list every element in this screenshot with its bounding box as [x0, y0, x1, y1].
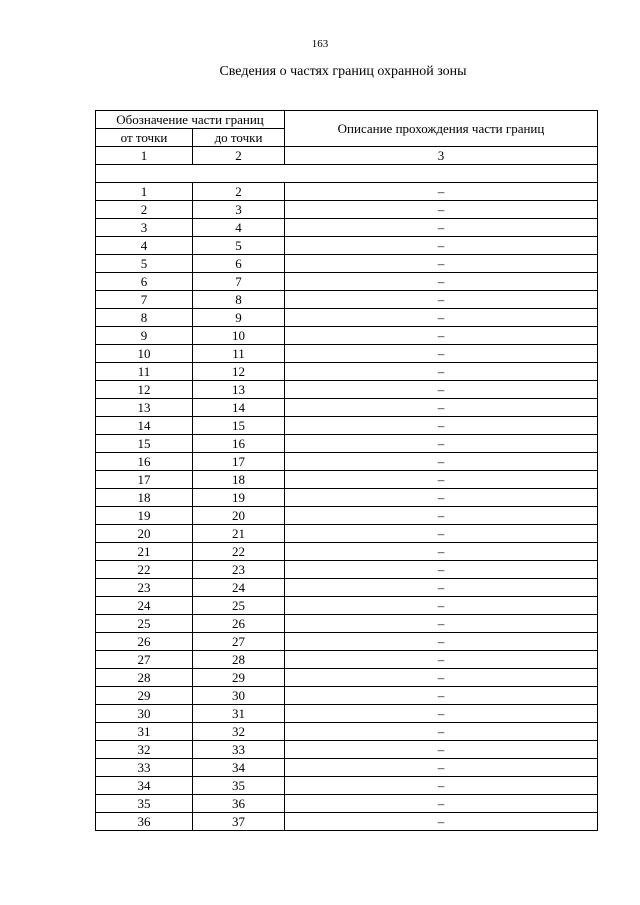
table-row	[96, 471, 598, 489]
table-row	[96, 453, 598, 471]
to-point-cell: 30	[193, 687, 285, 705]
description-cell: –	[285, 273, 598, 291]
description-cell: –	[285, 813, 598, 831]
table-row	[96, 723, 598, 741]
from-point-cell: 10	[96, 345, 193, 363]
from-point-cell: 20	[96, 525, 193, 543]
from-point-cell: 8	[96, 309, 193, 327]
table-row	[96, 741, 598, 759]
from-point-cell: 2	[96, 201, 193, 219]
table-row	[96, 525, 598, 543]
from-point-cell: 4	[96, 237, 193, 255]
description-cell: –	[285, 705, 598, 723]
from-point-cell: 21	[96, 543, 193, 561]
table-row	[96, 597, 598, 615]
description-cell: –	[285, 687, 598, 705]
to-point-cell: 31	[193, 705, 285, 723]
header-from-point: от точки	[96, 129, 193, 147]
description-cell: –	[285, 183, 598, 201]
to-point-cell: 2	[193, 183, 285, 201]
description-cell: –	[285, 651, 598, 669]
to-point-cell: 32	[193, 723, 285, 741]
description-cell: –	[285, 525, 598, 543]
header-boundary-designation: Обозначение части границ	[96, 111, 285, 129]
description-cell: –	[285, 453, 598, 471]
header-boundary-description: Описание прохождения части границ	[285, 111, 598, 147]
column-number-3: 3	[285, 147, 598, 165]
description-cell: –	[285, 237, 598, 255]
from-point-cell: 30	[96, 705, 193, 723]
from-point-cell: 24	[96, 597, 193, 615]
to-point-cell: 26	[193, 615, 285, 633]
description-cell: –	[285, 615, 598, 633]
from-point-cell: 6	[96, 273, 193, 291]
to-point-cell: 25	[193, 597, 285, 615]
to-point-cell: 16	[193, 435, 285, 453]
table-row	[96, 417, 598, 435]
description-cell: –	[285, 381, 598, 399]
description-cell: –	[285, 489, 598, 507]
table-row	[96, 795, 598, 813]
description-cell: –	[285, 417, 598, 435]
table-row	[96, 777, 598, 795]
to-point-cell: 24	[193, 579, 285, 597]
to-point-cell: 36	[193, 795, 285, 813]
table-row	[96, 345, 598, 363]
table-row	[96, 183, 598, 201]
to-point-cell: 29	[193, 669, 285, 687]
to-point-cell: 12	[193, 363, 285, 381]
description-cell: –	[285, 561, 598, 579]
description-cell: –	[285, 201, 598, 219]
to-point-cell: 27	[193, 633, 285, 651]
to-point-cell: 8	[193, 291, 285, 309]
to-point-cell: 33	[193, 741, 285, 759]
to-point-cell: 23	[193, 561, 285, 579]
table-row	[96, 705, 598, 723]
document-title: Сведения о частях границ охранной зоны	[219, 64, 467, 79]
separator-cell	[96, 165, 598, 183]
to-point-cell: 3	[193, 201, 285, 219]
table-row	[96, 291, 598, 309]
to-point-cell: 10	[193, 327, 285, 345]
description-cell: –	[285, 669, 598, 687]
from-point-cell: 19	[96, 507, 193, 525]
table-row	[96, 687, 598, 705]
to-point-cell: 7	[193, 273, 285, 291]
from-point-cell: 5	[96, 255, 193, 273]
table-row	[96, 237, 598, 255]
to-point-cell: 28	[193, 651, 285, 669]
table-row	[96, 381, 598, 399]
from-point-cell: 32	[96, 741, 193, 759]
table-row	[96, 543, 598, 561]
description-cell: –	[285, 255, 598, 273]
header-to-point: до точки	[193, 129, 285, 147]
description-cell: –	[285, 759, 598, 777]
from-point-cell: 11	[96, 363, 193, 381]
from-point-cell: 25	[96, 615, 193, 633]
to-point-cell: 37	[193, 813, 285, 831]
from-point-cell: 7	[96, 291, 193, 309]
description-cell: –	[285, 363, 598, 381]
from-point-cell: 27	[96, 651, 193, 669]
description-cell: –	[285, 345, 598, 363]
table-row	[96, 615, 598, 633]
table-row	[96, 813, 598, 831]
from-point-cell: 3	[96, 219, 193, 237]
column-number-row	[96, 147, 598, 165]
column-number-2: 2	[193, 147, 285, 165]
table-row	[96, 759, 598, 777]
from-point-cell: 28	[96, 669, 193, 687]
from-point-cell: 17	[96, 471, 193, 489]
table-row	[96, 309, 598, 327]
table-row	[96, 255, 598, 273]
to-point-cell: 13	[193, 381, 285, 399]
description-cell: –	[285, 471, 598, 489]
table-row	[96, 219, 598, 237]
from-point-cell: 9	[96, 327, 193, 345]
description-cell: –	[285, 309, 598, 327]
to-point-cell: 18	[193, 471, 285, 489]
description-cell: –	[285, 741, 598, 759]
boundary-parts-table	[95, 110, 598, 831]
to-point-cell: 35	[193, 777, 285, 795]
table-row	[96, 435, 598, 453]
from-point-cell: 15	[96, 435, 193, 453]
to-point-cell: 22	[193, 543, 285, 561]
from-point-cell: 29	[96, 687, 193, 705]
to-point-cell: 11	[193, 345, 285, 363]
header-row-group	[96, 111, 598, 129]
to-point-cell: 14	[193, 399, 285, 417]
from-point-cell: 23	[96, 579, 193, 597]
table-row	[96, 651, 598, 669]
page-number: 163	[311, 38, 329, 50]
to-point-cell: 17	[193, 453, 285, 471]
description-cell: –	[285, 723, 598, 741]
table-row	[96, 327, 598, 345]
to-point-cell: 6	[193, 255, 285, 273]
description-cell: –	[285, 777, 598, 795]
description-cell: –	[285, 579, 598, 597]
from-point-cell: 1	[96, 183, 193, 201]
from-point-cell: 35	[96, 795, 193, 813]
from-point-cell: 36	[96, 813, 193, 831]
from-point-cell: 14	[96, 417, 193, 435]
from-point-cell: 26	[96, 633, 193, 651]
description-cell: –	[285, 507, 598, 525]
table-row	[96, 399, 598, 417]
from-point-cell: 31	[96, 723, 193, 741]
from-point-cell: 33	[96, 759, 193, 777]
from-point-cell: 18	[96, 489, 193, 507]
from-point-cell: 22	[96, 561, 193, 579]
table-row	[96, 363, 598, 381]
to-point-cell: 19	[193, 489, 285, 507]
description-cell: –	[285, 435, 598, 453]
description-cell: –	[285, 543, 598, 561]
description-cell: –	[285, 219, 598, 237]
description-cell: –	[285, 291, 598, 309]
to-point-cell: 5	[193, 237, 285, 255]
table-row	[96, 633, 598, 651]
description-cell: –	[285, 399, 598, 417]
to-point-cell: 34	[193, 759, 285, 777]
to-point-cell: 15	[193, 417, 285, 435]
description-cell: –	[285, 633, 598, 651]
column-number-1: 1	[96, 147, 193, 165]
table-row	[96, 273, 598, 291]
description-cell: –	[285, 327, 598, 345]
to-point-cell: 20	[193, 507, 285, 525]
from-point-cell: 34	[96, 777, 193, 795]
from-point-cell: 12	[96, 381, 193, 399]
separator-row	[96, 165, 598, 183]
from-point-cell: 16	[96, 453, 193, 471]
table-row	[96, 507, 598, 525]
table-row	[96, 579, 598, 597]
description-cell: –	[285, 597, 598, 615]
from-point-cell: 13	[96, 399, 193, 417]
table-row	[96, 489, 598, 507]
to-point-cell: 9	[193, 309, 285, 327]
table-row	[96, 669, 598, 687]
description-cell: –	[285, 795, 598, 813]
to-point-cell: 21	[193, 525, 285, 543]
table-row	[96, 561, 598, 579]
table-row	[96, 201, 598, 219]
to-point-cell: 4	[193, 219, 285, 237]
